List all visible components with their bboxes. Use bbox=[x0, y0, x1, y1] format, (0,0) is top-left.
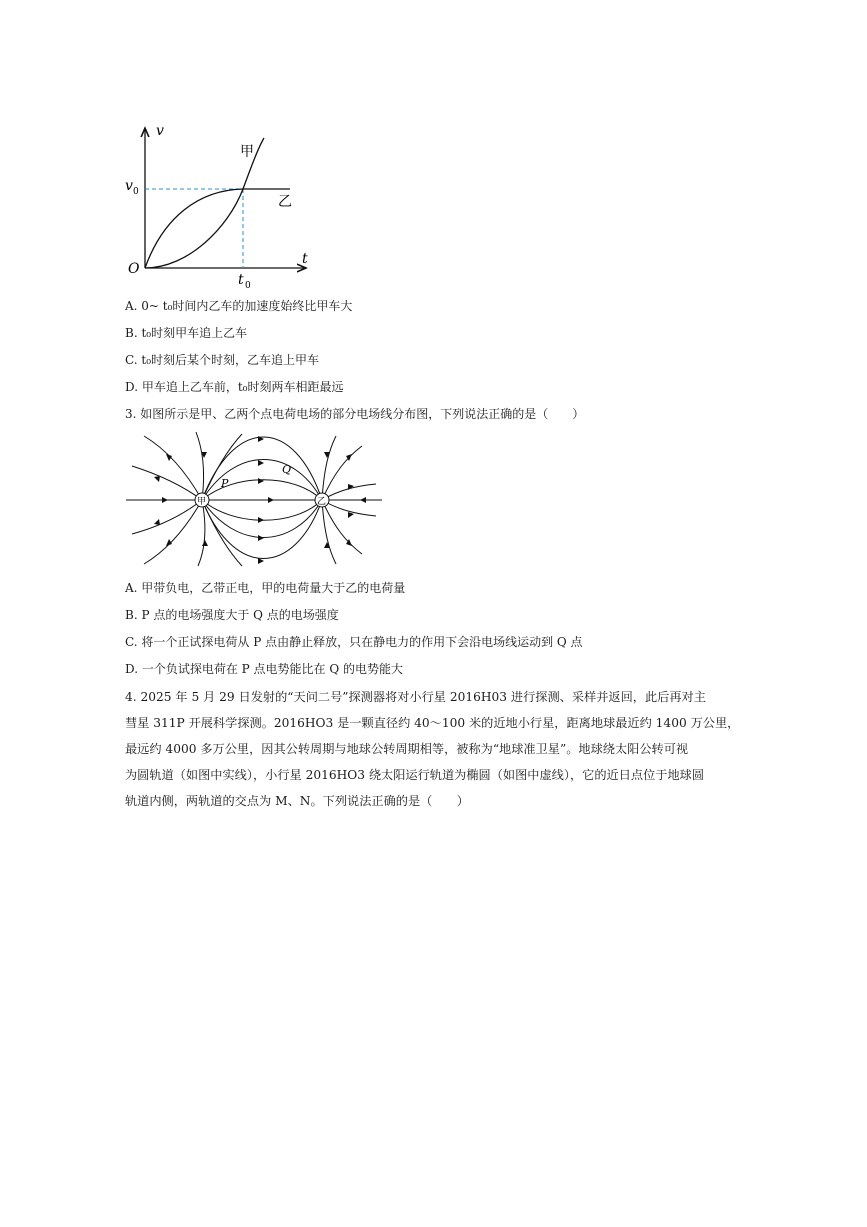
curve-yi bbox=[145, 189, 290, 268]
q2-option-b: B. t₀时刻甲车追上乙车 bbox=[125, 326, 248, 340]
q4-line: 为圆轨道（如图中实线），小行星 2016HO3 绕太阳运行轨道为椭圆（如图中虚线），它的近日点位于地球圆 bbox=[125, 768, 705, 782]
v-axis-label: v bbox=[156, 123, 164, 139]
q3-option-a: A. 甲带负电，乙带正电，甲的电荷量大于乙的电荷量 bbox=[125, 581, 406, 595]
q3-option-c: C. 将一个正试探电荷从 P 点由静止释放，只在静电力的作用下会沿电场线运动到 Q 点 bbox=[125, 635, 583, 649]
q2-option-d: D. 甲车追上乙车前，t₀时刻两车相距最远 bbox=[125, 380, 344, 394]
point-q-label: Q bbox=[282, 463, 292, 476]
q3-stem: 3. 如图所示是甲、乙两个点电荷电场的部分电场线分布图，下列说法正确的是（ ） bbox=[125, 407, 585, 421]
charge-jia-label: 甲 bbox=[197, 497, 207, 507]
charge-yi-label: 乙 bbox=[317, 497, 327, 507]
t-axis-label: t bbox=[302, 251, 308, 267]
t0-subscript: 0 bbox=[245, 281, 251, 291]
v0-label: v bbox=[125, 178, 133, 194]
q2-option-c: C. t₀时刻后某个时刻，乙车追上甲车 bbox=[125, 353, 320, 367]
curve-jia-label: 甲 bbox=[240, 144, 254, 160]
velocity-time-graph bbox=[118, 118, 318, 298]
q4-line: 彗星 311P 开展科学探测。2016HO3 是一颗直径约 40～100 米的近地小行星，距离地球最近约 1400 万公里， bbox=[125, 716, 740, 730]
origin-label: O bbox=[128, 261, 140, 277]
v0-subscript: 0 bbox=[133, 187, 139, 197]
q3-option-d: D. 一个负试探电荷在 P 点电势能比在 Q 的电势能大 bbox=[125, 662, 403, 676]
t0-label: t bbox=[238, 272, 244, 288]
point-p-label: P bbox=[221, 477, 229, 490]
curve-yi-label: 乙 bbox=[278, 194, 292, 210]
q4-line: 最远约 4000 多万公里，因其公转周期与地球公转周期相等，被称为“地球准卫星”。地球绕太阳公转可视 bbox=[125, 742, 689, 756]
q2-option-a: A. 0~ t₀时间内乙车的加速度始终比甲车大 bbox=[125, 299, 353, 313]
q3-option-b: B. P 点的电场强度大于 Q 点的电场强度 bbox=[125, 608, 339, 622]
q4-line: 轨道内侧，两轨道的交点为 M、N。下列说法正确的是（ ） bbox=[125, 794, 469, 808]
electric-field-diagram bbox=[124, 428, 384, 568]
q4-line: 4. 2025 年 5 月 29 日发射的“天问二号”探测器将对小行星 2016H03 进行探测、采样并返回，此后再对主 bbox=[125, 690, 706, 704]
q4-paragraph bbox=[125, 684, 740, 814]
